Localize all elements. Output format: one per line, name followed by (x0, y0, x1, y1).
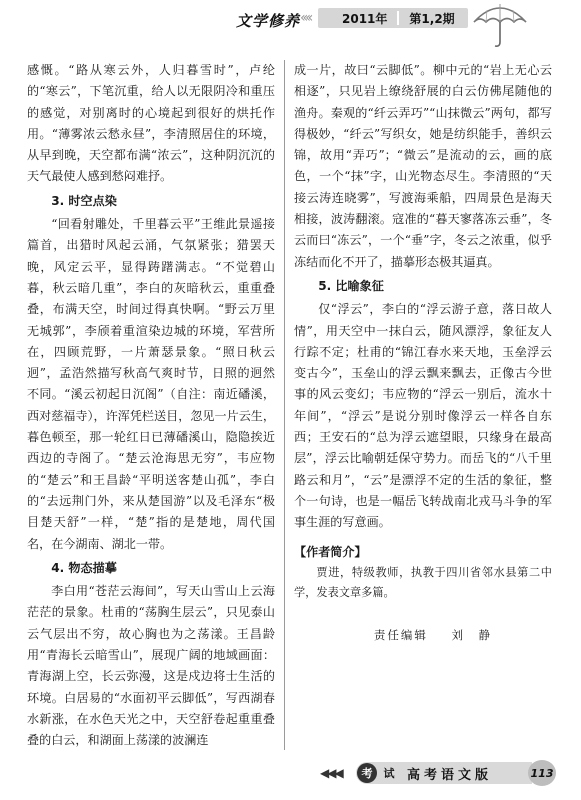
right-column (294, 60, 552, 646)
section-heading: 5. 比喻象征 (318, 278, 384, 293)
paragraph: 成一片，故曰“云脚低”。柳中元的“岩上无心云相逐”，只见岩上缭绕舒展的白云仿佛尾随他的渔舟。秦观的“纤云弄巧”“山抹微云”两句，都写得极妙，“纤云”写织女，她是纺织能手，善织云锦，故用“弄巧”；“微云”是流动的云，画的底色，一个“抹”字，山光物态尽生。李清照的“天接云涛连晓雾”，写渡海乘船，四周景色是海天相接，波涛翻滚。寇准的“暮天寥落冻云垂”，冬云而曰“冻云”，一个“垂”字，冬云之浓重，似乎冻结而化不开了，描摹形态极其逼真。 (294, 63, 552, 269)
author-bio-text: 贾进，特级教师，执教于四川省邻水县第二中学，发表文章多篇。 (294, 565, 552, 599)
paragraph: “回看射雕处，千里暮云平”王维此景遥接篇首，出猎时风起云涌，气氛紧张；猎罢天晚，风定云平，显得踌躇满志。“不觉碧山暮，秋云暗几重”，李白的灰暗秋云，重重叠叠，布满天空，时间过得真快啊。“野云万里无城郭”，李颀着重渲染边城的环境，军营所在，四顾荒野，一片萧瑟景象。“照日秋云迥”，孟浩然描写秋高气爽时节，日照的迥然不同。“溪云初起日沉阁”（自注：南近磻溪，西对慈福寺），许浑凭栏送目，忽见一片云生，暮色顿至，那一轮红日已薄磻溪山，隐隐挨近西边的寺阁了。“楚云沧海思无穷”，韦应物的“楚云”和王昌龄“平明送客楚山孤”，李白的“去远荆门外，来从楚国游”以及毛泽东“极目楚天舒”一样，“楚”指的是楚地，周代国名，在今湖南、湖北一带。 (27, 217, 275, 551)
arrows-left-icon: ◀◀◀ (320, 766, 342, 780)
page-number: 113 (528, 760, 556, 786)
umbrella-icon (470, 0, 530, 50)
footer-chip: 考 (357, 763, 377, 783)
left-column (27, 60, 275, 752)
paragraph: 感慨。“路从寒云外，人归暮雪时”，卢纶的“寒云”，下笔沉重，给人以无限阴冷和重压的感觉，对别离时的心境起到很好的烘托作用。“薄雾浓云愁永昼”，李清照居住的环境，从早到晚，天空都布满“浓云”，这种阴沉沉的天气最使人感到愁闷难抒。 (27, 63, 275, 184)
paragraph: 仅“浮云”，李白的“浮云游子意，落日故人情”，用天空中一抹白云，随风漂浮，象征友人行踪不定；杜甫的“锦江春水来天地，玉垒浮云变古今”，玉垒山的浮云飘来飘去，正像古今世事的风云变幻；韦应物的“浮云一别后，流水十年间”，“浮云”是说分别时像浮云一样各自东西；王安石的“总为浮云遮望眼，只缘身在最高层”，浮云比喻朝廷保守势力。而岳飞的“八千里路云和月”，“云”是漂浮不定的生活的象征，整个一句诗，也是一幅岳飞转战南北戎马斗争的军事生涯的写意画。 (294, 302, 552, 530)
issue-number: 第1,2期 (409, 11, 455, 26)
page-header (0, 0, 581, 52)
issue-separator (397, 11, 399, 25)
issue-box (318, 8, 468, 28)
footer-chip: 试 (379, 763, 399, 783)
chevron-decoration-icon: ‹‹‹‹ (300, 10, 311, 26)
paragraph: 李白用“苍茫云海间”，写天山雪山上云海茫茫的景象。杜甫的“荡胸生层云”，只见泰山云气层出不穷，故心胸也为之荡漾。王昌龄用“青海长云暗雪山”，展现广阔的地域画面：青海湖上空，长云弥漫，这是戍边将士生活的环境。白居易的“水面初平云脚低”，写西湖春水新涨，在水色天光之中，天空舒卷起重重叠叠的白云，和湖面上荡漾的波澜连 (27, 584, 275, 748)
footer-title: 高考语文版 (407, 767, 493, 783)
author-bio-heading: 【作者简介】 (294, 544, 367, 559)
column-divider (284, 60, 285, 750)
section-heading: 4. 物态描摹 (51, 560, 117, 575)
editor-name: 刘 静 (451, 627, 492, 642)
editor-label: 责任编辑 (373, 627, 428, 642)
issue-year: 2011年 (342, 11, 388, 26)
magazine-title: 文学修养 (236, 12, 301, 30)
editor-credit (294, 625, 552, 646)
footer-banner (356, 762, 532, 784)
page-footer (0, 758, 581, 800)
section-heading: 3. 时空点染 (51, 193, 117, 208)
